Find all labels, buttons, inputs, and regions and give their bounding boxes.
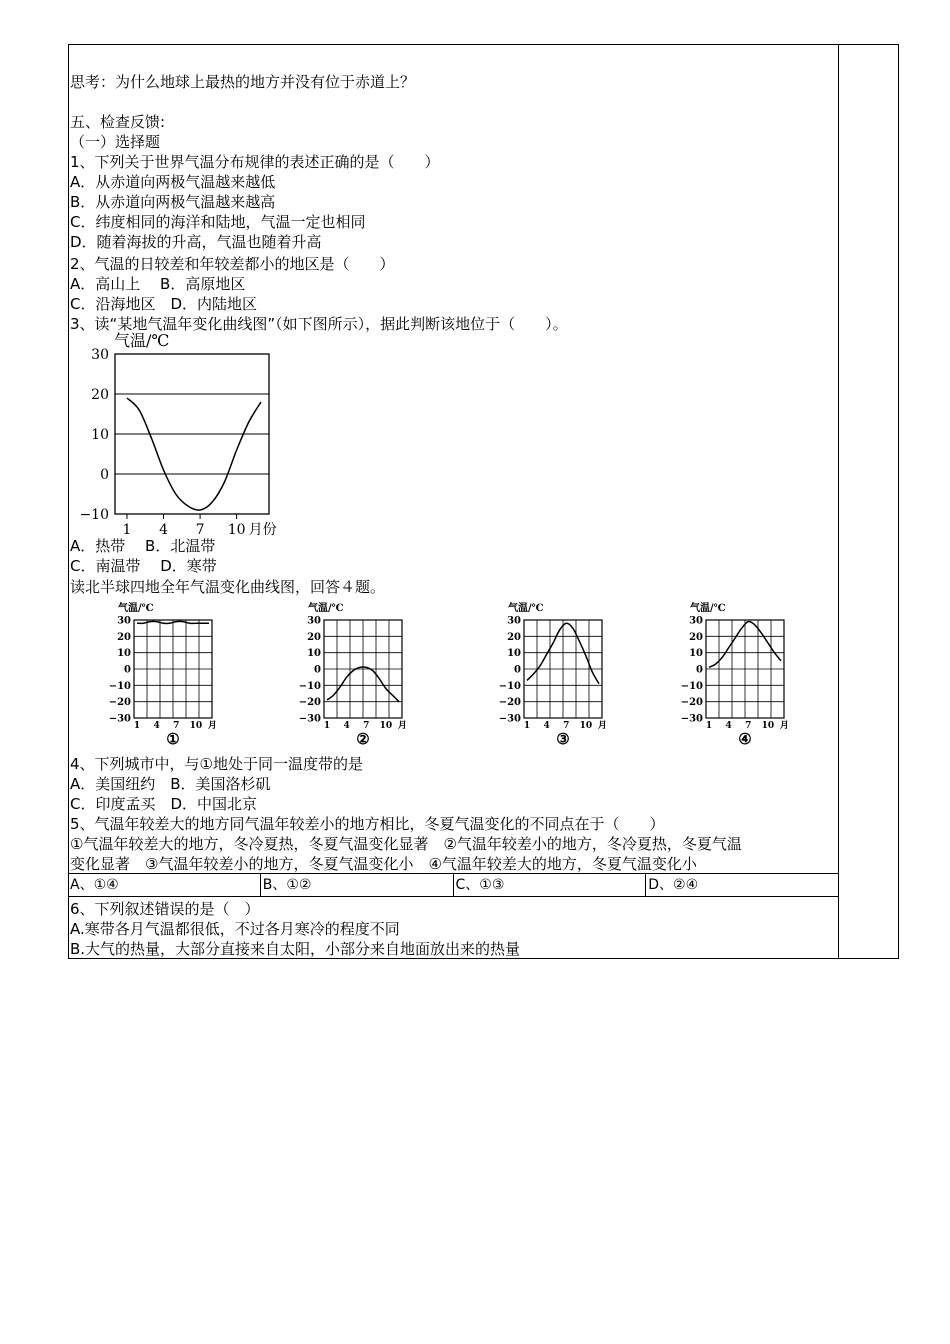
small-y-tick-label: 30	[117, 615, 131, 627]
small-y-tick-label: −10	[298, 680, 321, 692]
small-x-tick-label: 4	[725, 721, 732, 731]
small-chart-3	[490, 600, 620, 750]
small-chart-1	[100, 600, 230, 750]
small-y-tick-label: −30	[680, 713, 703, 725]
small-y-tick-label: 10	[507, 648, 521, 660]
small-chart-label: ②	[356, 730, 370, 748]
annual-temperature-chart	[66, 330, 326, 536]
small-x-unit: 月	[779, 721, 789, 731]
temperature-curve	[127, 398, 261, 510]
small-chart-ylabel: 气温/℃	[118, 603, 154, 614]
q4-intro: 读北半球四地全年气温变化曲线图，回答４题。	[70, 578, 386, 596]
y-tick-label: 0	[100, 467, 109, 483]
q4-options-cd: C．印度孟买 D．中国北京	[70, 795, 258, 813]
small-y-tick-label: 30	[507, 615, 521, 627]
x-axis-unit: 月份	[248, 522, 277, 536]
small-y-tick-label: −30	[108, 713, 131, 725]
small-y-tick-label: 10	[117, 648, 131, 660]
small-y-tick-label: 30	[689, 615, 703, 627]
small-y-tick-label: 10	[689, 648, 703, 660]
q1-option-b: B．从赤道向两极气温越来越高	[70, 193, 276, 211]
q5-option-b: B、①②	[261, 874, 454, 896]
q5-statements-line2: 变化显著 ③气温年较差小的地方，冬夏气温变化小 ④气温年较差大的地方，冬夏气温变化小	[70, 855, 697, 873]
small-y-tick-label: −20	[108, 697, 131, 709]
small-y-tick-label: 0	[696, 664, 703, 676]
chart-ylabel: 气温/℃	[114, 331, 170, 350]
q4-options-ab: A．美国纽约 B．美国洛杉矶	[70, 775, 271, 793]
y-tick-label: 10	[91, 427, 109, 443]
small-y-tick-label: −20	[298, 697, 321, 709]
small-x-tick-label: 4	[153, 721, 160, 731]
q2-stem: 2、气温的日较差和年较差都小的地区是（ ）	[70, 255, 395, 273]
q5-options-row	[68, 873, 838, 897]
q3-options-ab: A．热带 B．北温带	[70, 537, 216, 555]
x-tick-label: 4	[159, 522, 169, 536]
small-y-tick-label: −10	[498, 680, 521, 692]
q5-option-c: C、①③	[454, 874, 647, 896]
small-x-unit: 月	[397, 721, 407, 731]
small-x-tick-label: 4	[343, 721, 350, 731]
small-x-tick-label: 1	[523, 721, 531, 731]
x-tick-label: 1	[122, 522, 132, 536]
small-x-tick-label: 1	[705, 721, 713, 731]
small-temperature-curve	[137, 621, 209, 623]
x-tick-label: 10	[227, 522, 246, 536]
small-chart-2	[290, 600, 420, 750]
small-x-tick-label: 10	[189, 721, 203, 731]
y-tick-label: −10	[79, 507, 109, 523]
small-y-tick-label: 30	[307, 615, 321, 627]
q5-option-a: A、①④	[68, 874, 261, 896]
small-chart-4	[672, 600, 802, 750]
small-x-tick-label: 10	[379, 721, 393, 731]
small-y-tick-label: 0	[514, 664, 521, 676]
small-y-tick-label: 20	[507, 631, 521, 643]
small-x-tick-label: 1	[133, 721, 141, 731]
q1-stem: 1、下列关于世界气温分布规律的表述正确的是（ ）	[70, 153, 440, 171]
small-x-tick-label: 7	[173, 721, 180, 731]
q5-stem: 5、气温年较差大的地方同气温年较差小的地方相比，冬夏气温变化的不同点在于（ ）	[70, 815, 665, 833]
q1-option-a: A．从赤道向两极气温越来越低	[70, 173, 276, 191]
q5-option-d: D、②④	[648, 877, 699, 893]
small-y-tick-label: −30	[498, 713, 521, 725]
small-chart-label: ③	[556, 730, 570, 748]
small-y-tick-label: −30	[298, 713, 321, 725]
q6-option-a: A.寒带各月气温都很低，不过各月寒冷的程度不同	[70, 920, 400, 938]
q6-option-b: B.大气的热量，大部分直接来自太阳，小部分来自地面放出来的热量	[70, 940, 521, 958]
small-y-tick-label: 0	[314, 664, 321, 676]
q1-option-d: D．随着海拔的升高，气温也随着升高	[70, 233, 322, 251]
small-x-tick-label: 1	[323, 721, 331, 731]
q5-statements-line1: ①气温年较差大的地方，冬冷夏热，冬夏气温变化显著 ②气温年较差小的地方，冬冷夏热，冬夏气温	[70, 835, 742, 853]
q4-stem: 4、下列城市中，与①地处于同一温度带的是	[70, 755, 363, 773]
small-x-tick-label: 4	[543, 721, 550, 731]
y-tick-label: 20	[91, 387, 109, 403]
small-chart-ylabel: 气温/℃	[508, 603, 544, 614]
small-chart-ylabel: 气温/℃	[308, 603, 344, 614]
q3-stem: 3、读“某地气温年变化曲线图”（如下图所示），据此判断该地位于（ ）。	[70, 315, 568, 333]
y-tick-label: 30	[91, 347, 109, 363]
small-x-tick-label: 10	[761, 721, 775, 731]
small-x-tick-label: 7	[363, 721, 370, 731]
small-x-tick-label: 10	[579, 721, 593, 731]
small-chart-ylabel: 气温/℃	[690, 603, 726, 614]
small-y-tick-label: 20	[689, 631, 703, 643]
q2-options-cd: C．沿海地区 D．内陆地区	[70, 295, 258, 313]
small-x-tick-label: 7	[563, 721, 570, 731]
q2-options-ab: A．高山上 B．高原地区	[70, 275, 246, 293]
small-y-tick-label: 0	[124, 664, 131, 676]
small-x-tick-label: 7	[745, 721, 752, 731]
q1-option-c: C．纬度相同的海洋和陆地，气温一定也相同	[70, 213, 366, 231]
small-y-tick-label: −10	[680, 680, 703, 692]
margin-column-divider	[838, 44, 839, 959]
small-y-tick-label: −20	[498, 697, 521, 709]
small-y-tick-label: 10	[307, 648, 321, 660]
section-heading: 五、检查反馈:	[70, 113, 166, 131]
q3-options-cd: C．南温带 D．寒带	[70, 557, 217, 575]
x-tick-label: 7	[195, 522, 205, 536]
small-chart-label: ④	[738, 730, 752, 748]
small-y-tick-label: −20	[680, 697, 703, 709]
small-y-tick-label: 20	[307, 631, 321, 643]
q6-stem: 6、下列叙述错误的是（ ）	[70, 900, 260, 918]
think-question: 思考：为什么地球上最热的地方并没有位于赤道上？	[70, 73, 416, 91]
small-x-unit: 月	[597, 721, 607, 731]
small-chart-label: ①	[166, 730, 180, 748]
small-x-unit: 月	[207, 721, 217, 731]
small-y-tick-label: 20	[117, 631, 131, 643]
small-y-tick-label: −10	[108, 680, 131, 692]
subsection-heading: （一）选择题	[70, 133, 161, 151]
